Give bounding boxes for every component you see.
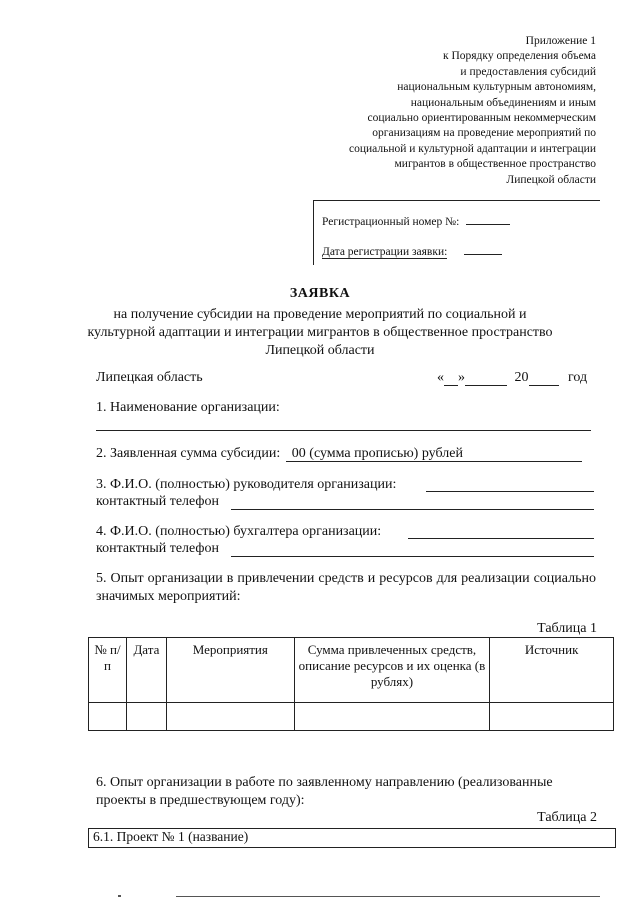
annex-line: Липецкой области (506, 173, 596, 186)
registration-number-field[interactable] (466, 213, 510, 225)
table-cell[interactable] (294, 703, 490, 731)
registration-number-row (322, 213, 510, 228)
table2-caption: Таблица 2 (537, 810, 597, 825)
annex-line: Приложение 1 (525, 35, 596, 47)
annex-line: к Порядку определения объема (442, 50, 596, 63)
head-name-field[interactable] (426, 491, 594, 492)
date-year-word: год (568, 370, 588, 385)
document-title: ЗАЯВКА (289, 286, 351, 301)
subsidy-amount-label: 2. Заявленная сумма субсидии: (96, 446, 281, 461)
org-name-label: 1. Наименование организации: (96, 400, 280, 415)
annex-line: мигрантов в общественное пространство (394, 158, 596, 171)
annex-line: национальным культурным автономиям, (397, 81, 596, 94)
registration-number-label: Регистрационный номер №: (322, 216, 460, 228)
annex-line: национальным объединениям и иным (410, 96, 596, 109)
table-cell[interactable] (126, 703, 166, 731)
annex-header (296, 34, 596, 188)
date-century: 20 (514, 370, 529, 385)
date-month-field[interactable] (465, 372, 507, 386)
footer-mark (118, 895, 121, 897)
header-date: Дата (126, 638, 166, 703)
registration-date-field[interactable] (464, 243, 502, 255)
head-phone-label: контактный телефон (96, 494, 219, 509)
direction-experience-label: 6. Опыт организации в работе по заявленному направлению (реализованные проекты в предшествующем году): (96, 775, 553, 808)
date-row (437, 370, 587, 386)
accountant-phone-label: контактный телефон (96, 541, 219, 556)
accountant-name-field[interactable] (408, 538, 594, 539)
header-number: № п/п (89, 638, 127, 703)
subsidy-amount-field[interactable] (286, 446, 582, 462)
project-row[interactable] (88, 828, 616, 848)
table1-caption: Таблица 1 (537, 621, 597, 636)
subsidy-amount-value: 00 (сумма прописью) рублей (291, 446, 463, 461)
header-source: Источник (490, 638, 614, 703)
experience-table (88, 637, 614, 731)
header-attracted-funds: Сумма привлеченных средств, описание ресурсов и их оценка (в рублях) (294, 638, 490, 703)
annex-line: социально ориентированным некоммерческим (367, 112, 596, 125)
annex-line: и предоставления субсидий (460, 65, 596, 78)
subsidy-amount-row (96, 446, 582, 462)
org-name-field[interactable] (96, 430, 591, 431)
annex-line: организациям на проведение мероприятий по (372, 127, 596, 140)
registration-date-row (322, 243, 502, 258)
annex-line: социальной и культурной адаптации и интеграции (348, 142, 596, 155)
registration-box (313, 200, 600, 265)
table-cell[interactable] (166, 703, 294, 731)
table-row (89, 703, 614, 731)
registration-date-label: Дата регистрации заявки: (322, 246, 448, 258)
header-events: Мероприятия (166, 638, 294, 703)
table-header-row (89, 638, 614, 703)
date-day-field[interactable] (444, 372, 458, 386)
table-cell[interactable] (89, 703, 127, 731)
accountant-name-label: 4. Ф.И.О. (полностью) бухгалтера организации: (96, 524, 382, 539)
date-open-quote: « (437, 370, 444, 385)
place-label: Липецкая область (96, 370, 203, 385)
document-subtitle: на получение субсидии на проведение мероприятий по социальной и культурной адаптации и интеграции мигрантов в общественное пространство Липецкой области (87, 307, 553, 358)
date-year-field[interactable] (529, 372, 559, 386)
experience-label: 5. Опыт организации в привлечении средств и ресурсов для реализации социально значимых мероприятий: (96, 571, 596, 604)
date-close-quote: » (458, 370, 465, 385)
accountant-phone-field[interactable] (231, 556, 594, 557)
footer-divider (176, 896, 600, 897)
project-row-label: 6.1. Проект № 1 (название) (93, 829, 249, 844)
head-phone-field[interactable] (231, 509, 594, 510)
table-cell[interactable] (490, 703, 614, 731)
head-name-label: 3. Ф.И.О. (полностью) руководителя организации: (96, 477, 397, 492)
